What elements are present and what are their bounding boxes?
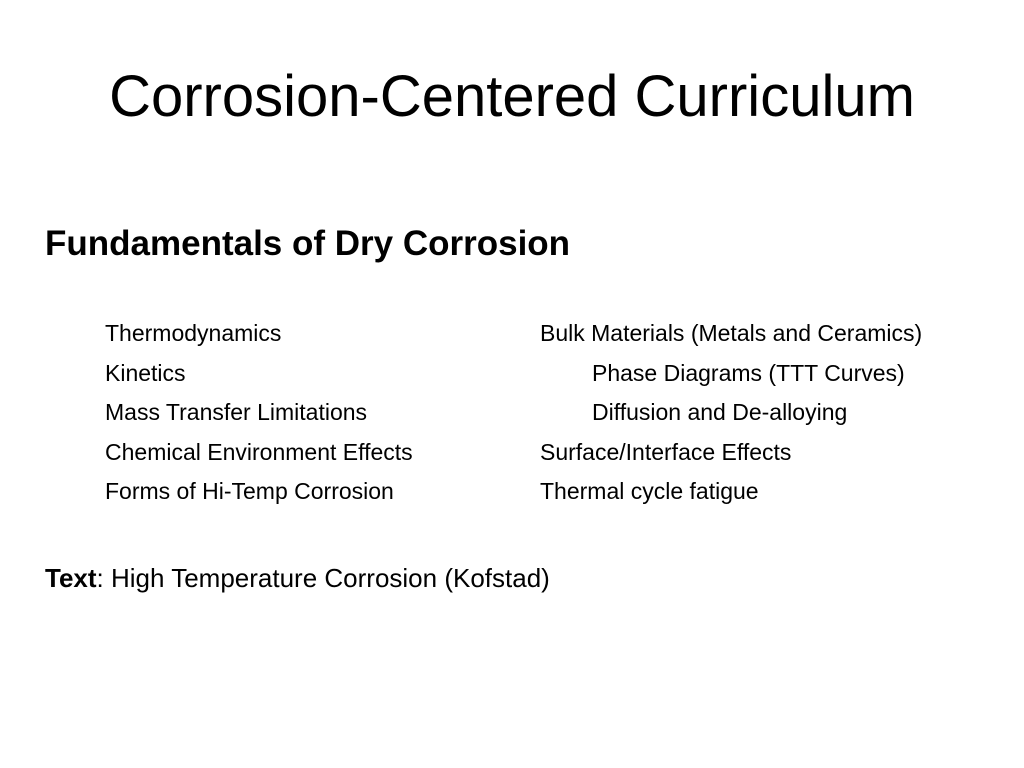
topic-subitem: Diffusion and De-alloying	[592, 399, 848, 425]
textbook-reference	[45, 561, 550, 595]
textbook-separator: :	[96, 563, 111, 593]
topic-subitem: Phase Diagrams (TTT Curves)	[592, 359, 905, 386]
topic-list-left	[105, 314, 413, 512]
topic-item: Thermal cycle fatigue	[540, 478, 759, 504]
slide-title: Corrosion-Centered Curriculum	[109, 64, 915, 129]
topic-item: Mass Transfer Limitations	[105, 399, 368, 425]
topic-item: Surface/Interface Effects	[540, 438, 792, 465]
topic-item: Kinetics	[105, 359, 186, 386]
topic-item: Chemical Environment Effects	[105, 438, 413, 465]
textbook-label: Text	[45, 563, 97, 593]
topic-item: Forms of Hi-Temp Corrosion	[105, 478, 394, 504]
topic-list-right	[540, 314, 922, 512]
section-heading: Fundamentals of Dry Corrosion	[45, 224, 571, 263]
topic-item: Thermodynamics	[105, 320, 282, 346]
textbook-title: High Temperature Corrosion (Kofstad)	[110, 563, 550, 593]
topic-item: Bulk Materials (Metals and Ceramics)	[540, 320, 923, 346]
